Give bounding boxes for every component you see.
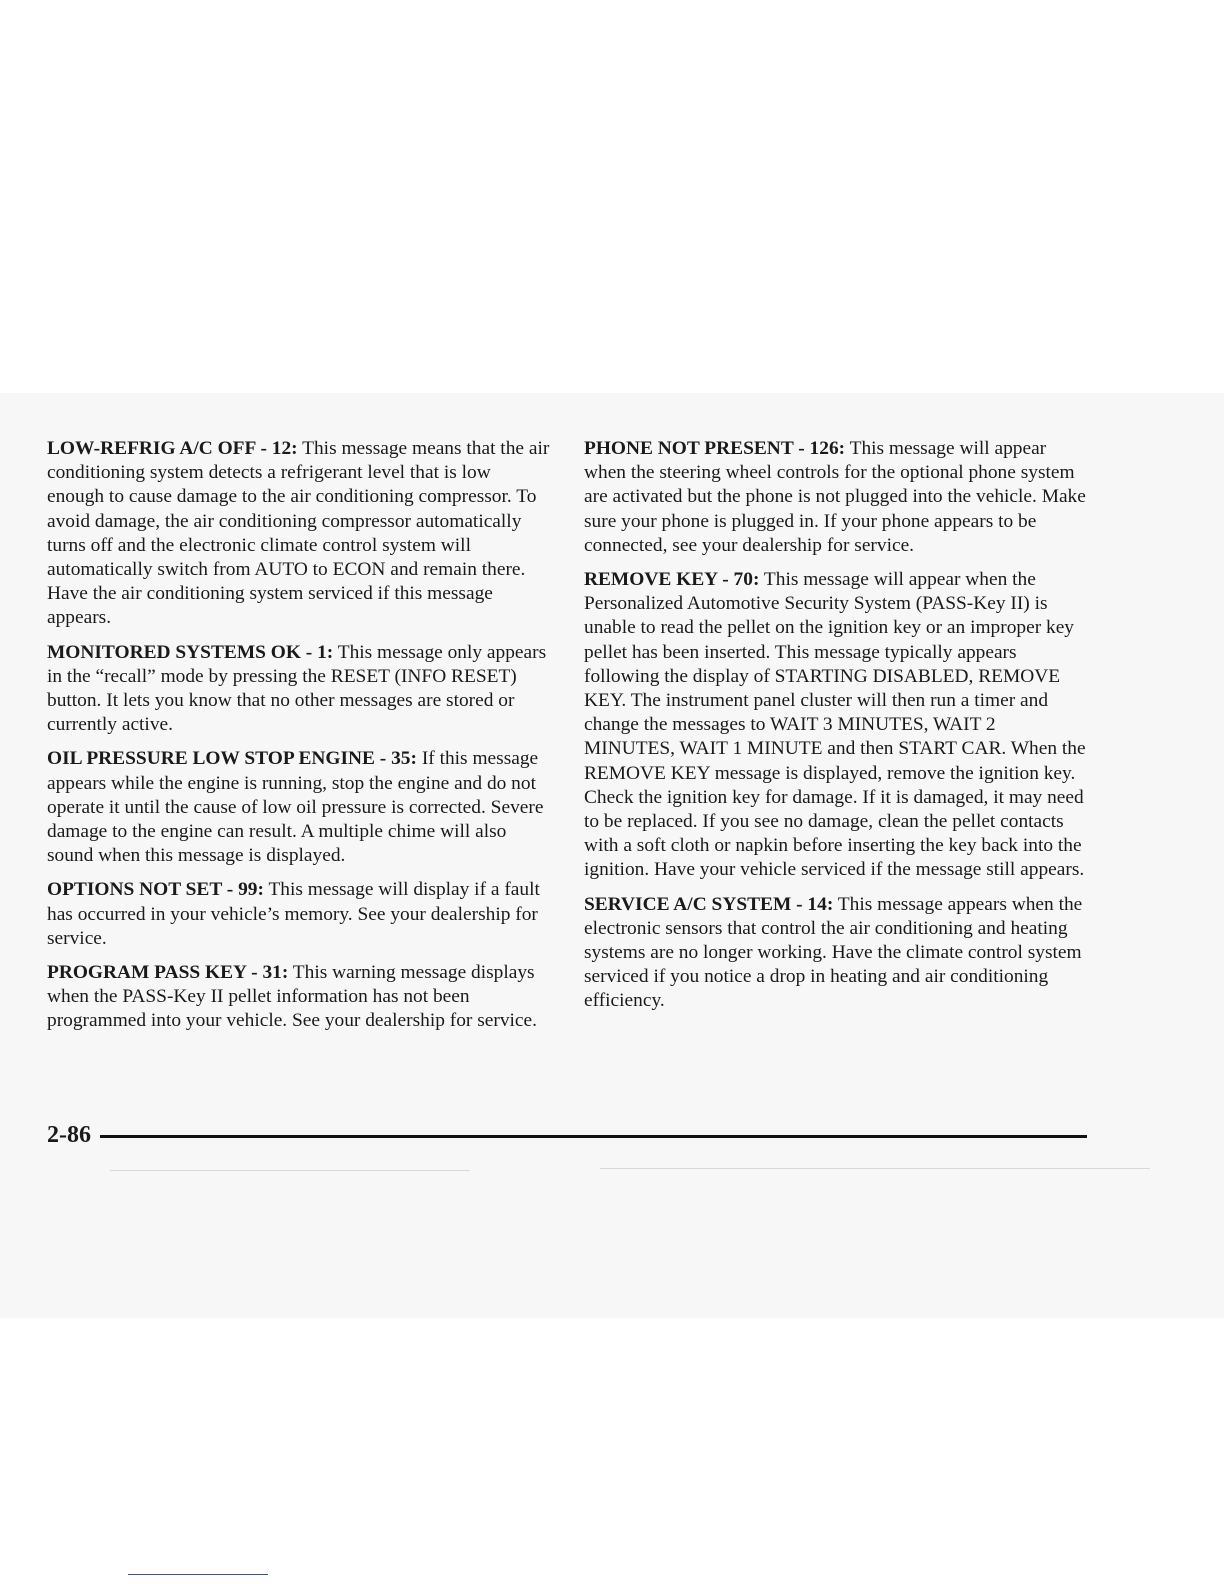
message-entry-options-not-set (47, 878, 552, 951)
entry-body-extra: Have the air conditioning system serviced if this message appears. (47, 583, 493, 629)
entry-body: This message will display if a fault has occurred in your vehicle’s memory. See your dealership for service. (47, 879, 540, 949)
footer-rule (100, 1135, 1087, 1138)
entry-title: OPTIONS NOT SET - 99: (47, 879, 264, 901)
message-entry-program-pass-key (47, 961, 552, 1034)
message-entry-oil-pressure (47, 747, 552, 868)
entry-body: This message only appears in the “recall” mode by pressing the RESET (INFO RESET) button. It lets you know that no other messages are stored or currently active. (47, 641, 547, 736)
message-entry-monitored-systems (47, 641, 552, 738)
right-column (584, 437, 1089, 1024)
scan-artifact-line (110, 1170, 470, 1171)
left-column (47, 437, 552, 1044)
page-footer (47, 1121, 1087, 1149)
message-entry-low-refrig (47, 437, 552, 631)
entry-title: PROGRAM PASS KEY - 31: (47, 962, 289, 984)
message-entry-phone-not-present (584, 437, 1089, 558)
entry-title: MONITORED SYSTEMS OK - 1: (47, 641, 334, 663)
message-entry-remove-key (584, 568, 1089, 883)
entry-body: This message will appear when the steering wheel controls for the optional phone system are activated but the phone is not plugged into the vehicle. Make sure your phone is plugged in. If your phone appears to be connected, see your dealership for service. (584, 438, 1086, 556)
entry-title: REMOVE KEY - 70: (584, 569, 760, 591)
entry-title: OIL PRESSURE LOW STOP ENGINE - 35: (47, 748, 417, 770)
scan-artifact-line (600, 1168, 1150, 1169)
entry-title: SERVICE A/C SYSTEM - 14: (584, 893, 834, 915)
entry-body: This warning message displays when the PASS-Key II pellet information has not been programmed into your vehicle. See your dealership for service. (47, 962, 537, 1032)
message-entry-service-ac (584, 893, 1089, 1014)
bottom-mark (128, 1574, 268, 1575)
page-number: 2-86 (47, 1122, 91, 1148)
entry-body: This message appears when the electronic sensors that control the air conditioning and heating systems are no longer working. Have the climate control system serviced if you notice a drop in heating and air conditioning efficiency. (584, 893, 1083, 1012)
entry-title: LOW-REFRIG A/C OFF - 12: (47, 438, 298, 459)
entry-body: If this message appears while the engine is running, stop the engine and do not operate it until the cause of low oil pressure is corrected. Severe damage to the engine can result. A multiple chime will also sound when this message is displayed. (47, 748, 544, 867)
entry-title: PHONE NOT PRESENT - 126: (584, 438, 846, 459)
entry-body: This message will appear when the Personalized Automotive Security System (PASS-Key II) is unable to read the pellet on the ignition key or an improper key pellet has been inserted. This message typically appears following the display of STARTING DISABLED, REMOVE KEY. The instrument panel cluster will then run a timer and change the messages to WAIT 3 MINUTES, WAIT 2 MINUTES, WAIT 1 MINUTE and then START CAR. When the REMOVE KEY message is displayed, remove the ignition key. Check the ignition key for damage. If it is damaged, it may need to be replaced. If you see no damage, clean the pellet contacts with a soft cloth or napkin before inserting the key back into the ignition. Have your vehicle serviced if the message still appears. (584, 569, 1086, 881)
entry-body: This message means that the air conditioning system detects a refrigerant level that is low enough to cause damage to the air conditioning compressor. To avoid damage, the air conditioning compressor automatically turns off and the electronic climate control system will automatically switch from AUTO to ECON and remain there. (47, 438, 550, 581)
